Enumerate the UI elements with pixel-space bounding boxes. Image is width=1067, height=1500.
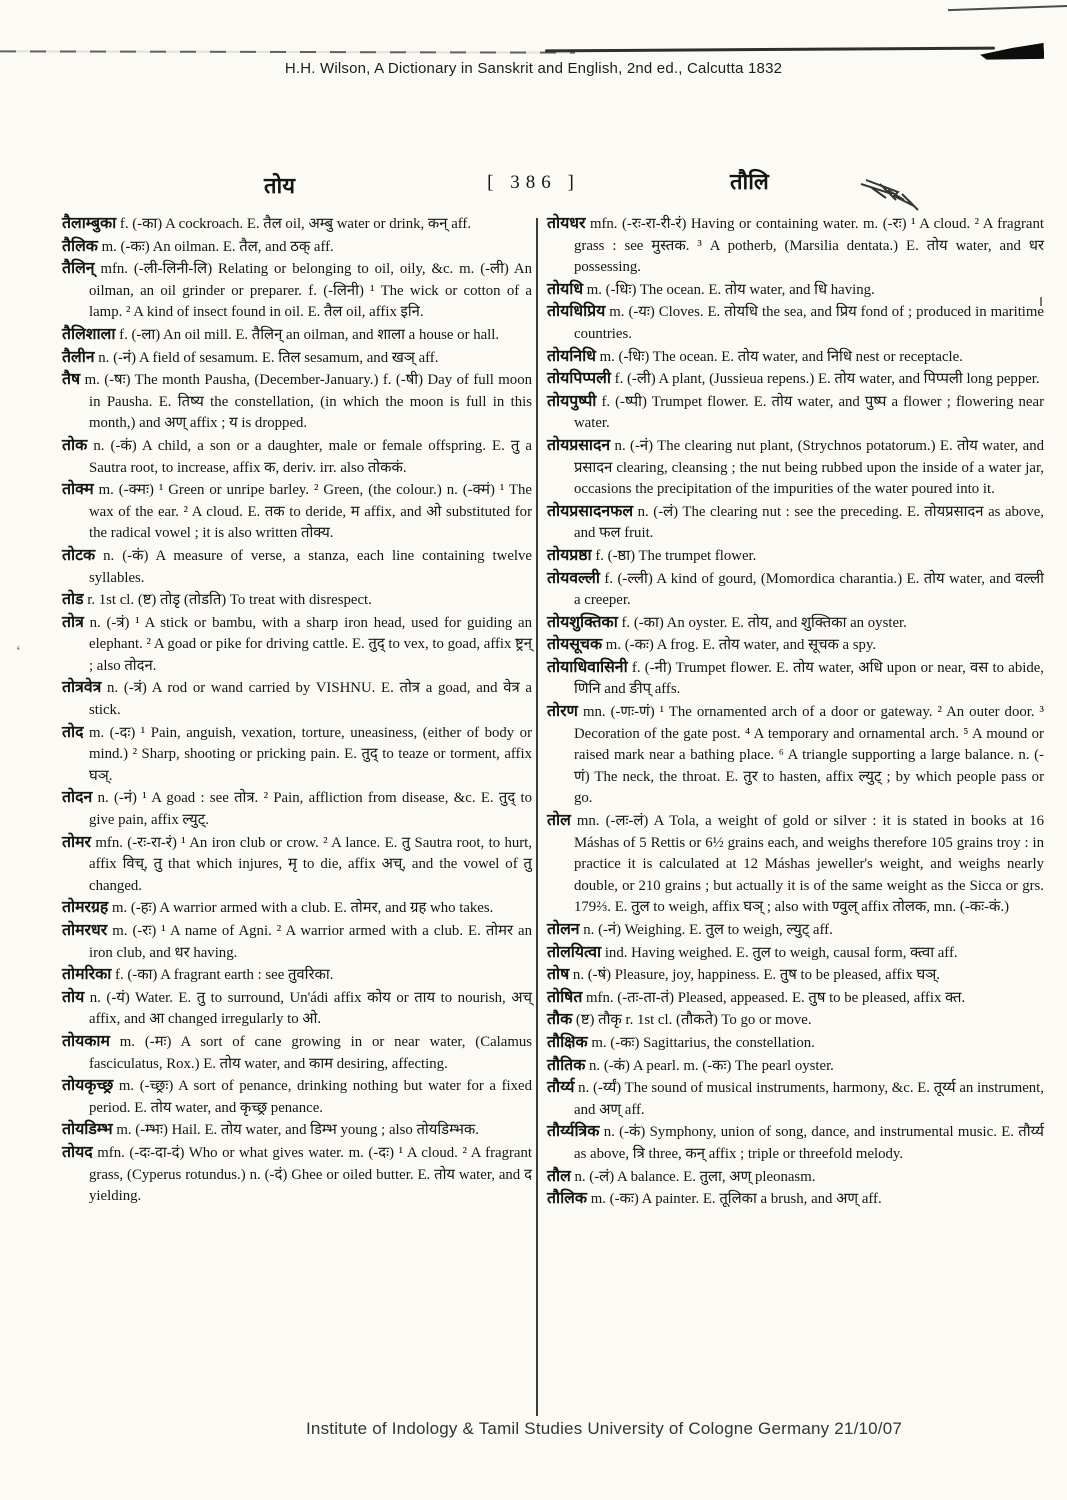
entry-body: m. (-रः) ¹ A name of Agni. ² A warrior armed with a club. E. तोमर an iron club, and धर having. [89,923,532,961]
dictionary-entry [62,589,532,612]
dictionary-entry [62,832,532,898]
entry-body: n. (-यं) Water. E. तु to surround, Un'ádi affix कोय or ताय to nourish, अच् affix, and आ changed irregularly to ओ. [84,989,532,1028]
dictionary-entry [547,301,1044,345]
page-number: [ 386 ] [487,172,580,193]
entry-body: n. (-लं) The clearing nut : see the preceding. E. तोयप्रसादन as above, and फल fruit. [574,503,1044,542]
entry-body: m. (-म्भः) Hail. E. तोय water, and डिम्भ young ; also तोयडिम्भक. [112,1122,479,1139]
entry-headword: तोलन [547,921,580,938]
entry-body: m. (-मः) A sort of cane growing in or near water, (Calamus fasciculatus, Rox.) E. तोय water, and काम desiring, affecting. [89,1033,532,1072]
dictionary-entry [547,1077,1044,1121]
entry-body: n. (-त्रं) A rod or wand carried by VISHNU. E. तोत्र a goad, and वेत्र a stick. [89,680,532,719]
entry-headword: तोयसूचक [547,636,603,654]
dictionary-entry [547,213,1044,279]
entry-headword: तोयडिम्भ [62,1121,113,1139]
dictionary-entry [62,1142,532,1208]
entry-headword: तोमर [62,833,92,851]
entry-headword: तोद [62,723,84,741]
dictionary-entry [62,987,532,1031]
dictionary-entry [62,677,532,721]
dictionary-entry [547,919,1044,942]
entry-body: f. (-ष्पी) Trumpet flower. E. तोय water, and पुष्प a flower ; flowering near water. [574,393,1044,432]
entry-body: n. (-षं) Pleasure, joy, happiness. E. तुष to be pleased, affix घञ्. [569,967,940,984]
entry-body: f. (-का) A cockroach. E. तैल oil, अम्बु water or drink, कन् aff. [116,216,472,232]
entry-body: m. (-कः) An oilman. E. तैल, and ठक् aff. [97,238,334,255]
scan-artifact-top-line [948,5,1067,11]
entry-headword: तैलिक [62,237,98,255]
dictionary-entry [62,964,532,987]
entry-body: mfn. (-तः-ता-तं) Pleased, appeased. E. तुष to be pleased, affix क्त. [582,989,966,1006]
source-caption: H.H. Wilson, A Dictionary in Sanskrit and English, 2nd ed., Calcutta 1832 [284,60,783,77]
entry-headword: तोयवल्ली [547,569,600,587]
scan-artifact-ink-blot [980,43,1045,61]
entry-headword: तैलिन् [62,260,95,278]
dictionary-entry [62,213,532,236]
entry-body: n. (-नं) The clearing nut plant, (Strychnos potatorum.) E. तोय water, and प्रसादन clearing, cleansing ; the nut being rubbed upon the inside of a water jar, occasions the precipitation of the impurities of the water poured into it. [574,437,1044,498]
entry-body: f. (-नी) Trumpet flower. E. तोय water, अधि upon or near, वस to abide, णिनि and ङीप् affs. [574,659,1044,698]
dictionary-entry [547,612,1044,635]
entry-headword: तौक [547,1011,573,1029]
entry-body: n. (-कं) Symphony, union of song, dance, and instrumental music. E. तौर्य्य as above, त्रि three, कन् affix ; triple or threefold melody. [574,1124,1044,1162]
dictionary-entry [547,987,1044,1010]
entry-body: m. (-धिः) The ocean. E. तोय water, and धि having. [583,281,875,298]
dictionary-entry [547,368,1044,391]
entry-headword: तोयधिप्रिय [547,303,606,321]
entry-body: n. (-कं) A measure of verse, a stanza, each line containing twelve syllables. [89,547,532,586]
entry-headword: तोयप्रसादनफल [547,502,634,520]
dictionary-entry [62,236,532,259]
pen-scribble-mark [858,176,924,216]
entry-body: f. (-का) A fragrant earth : see तुवरिका. [111,967,334,984]
dictionary-entry [547,346,1044,369]
library-watermark: Institute of Indology & Tamil Studies University of Cologne Germany 21/10/07 [306,1419,903,1438]
dictionary-entry [62,258,532,324]
entry-headword: तोयद [62,1143,93,1161]
entry-headword: तोक [62,436,88,454]
entry-body: m. (-दः) ¹ Pain, anguish, vexation, torture, uneasiness, (either of body or mind.) ² Sharp, shooting or pricking pain. E. तुद् to teaze or torment, affix घञ्. [83,724,532,784]
dictionary-entry [547,1188,1044,1211]
dictionary-entry [547,634,1044,657]
dictionary-entry [62,347,532,370]
entry-body: m. (-कः) Sagittarius, the constellation. [587,1034,815,1051]
entry-body: m. (-षः) The month Pausha, (December-January.) f. (-षी) Day of full moon in Pausha. E. तिष्य the constellation, (in which the moon is full in this month,) and अण् affix ; य is dropped. [80,372,532,432]
entry-body: n. (-नं) Weighing. E. तुल to weigh, ल्युट् aff. [579,922,833,938]
entry-headword: तोटक [62,546,96,564]
entry-body: r. 1st cl. (ष्ट) तोडृ (तोडति) To treat with disrespect. [83,592,372,609]
dictionary-entry [547,1009,1044,1032]
entry-headword: तोयकाम [62,1032,110,1050]
dictionary-entry [547,1032,1044,1055]
entry-body: mn. (-णः-णं) ¹ The ornamented arch of a door or gateway. ² An outer door. ³ Decoration of the gate post. ⁴ A temporary and ornamental arch. ⁵ A mound or raised mark near a bathing place. ⁶ A triangle supporting a large balance. n. (-णं) The neck, the throat. E. तुर to hasten, affix ल्युट् ; by which people pass or go. [574,704,1044,807]
scan-speck: ‘ [16,644,21,659]
dictionary-entry [547,568,1044,612]
entry-headword: तैलीन [62,348,95,366]
entry-body: n. (-नं) ¹ A goad : see तोत्र. ² Pain, affliction from disease, &c. E. तुद् to give pain, affix ल्युट्. [89,790,532,829]
dictionary-entry [62,545,532,589]
entry-headword: तोषित [547,988,583,1006]
dictionary-entry [547,1166,1044,1189]
entry-body: mfn. (-ली-लिनी-लि) Relating or belonging to oil, oily, &c. m. (-ली) An oilman, an oil grinder or preparer. f. (-लिनी) ¹ The wick or cotton of a lamp. ² A kind of insect found in oil. E. तैल oil, affix इनि. [89,261,532,321]
entry-body: n. (-त्रं) ¹ A stick or bambu, with a sharp iron head, used for guiding an elephant. ² A goad or pike for driving cattle. E. तुद् to vex, to goad, affix ष्ट्रन् ; also तोदन. [83,614,532,674]
scan-artifact-rule-left [0,50,575,53]
entry-headword: तैष [62,371,81,389]
entry-body: ind. Having weighed. E. तुल to weigh, causal form, क्त्वा aff. [601,944,958,961]
entry-headword: तोयप्रसादन [547,436,611,454]
entry-body: n. (-लं) A balance. E. तुला, अण् pleonasm. [570,1168,816,1185]
entry-body: m. (-हः) A warrior armed with a club. E. तोमर, and ग्रह who takes. [108,900,494,917]
entry-headword: तैलाम्बुका [62,215,117,232]
entry-headword: तोयकृच्छ्र [62,1077,114,1095]
entry-headword: तोमरिका [62,966,112,984]
dictionary-entry [547,942,1044,965]
dictionary-entry [547,810,1044,919]
entry-headword: तोयप्रष्ठा [547,546,592,564]
entry-headword: तोयधि [547,280,584,298]
entry-body: m. (-यः) Cloves. E. तोयधि the sea, and प्रिय fond of ; produced in maritime countries. [574,304,1044,342]
dictionary-entry [62,612,532,678]
dictionary-entry [62,920,532,964]
entry-body: mfn. (-दः-दा-दं) Who or what gives water. m. (-दः) ¹ A cloud. ² A fragrant grass, (Cyperus rotundus.) n. (-दं) Ghee or oiled butter. E. तोय water, and द yielding. [89,1144,532,1205]
entry-headword: तैलिशाला [62,325,116,343]
entry-body: n. (-नं) A field of sesamum. E. तिल sesamum, and खञ् aff. [94,349,439,366]
entry-headword: तोदन [62,789,93,807]
dictionary-entry [547,279,1044,302]
entry-body: (ष्ट) तौकृ r. 1st cl. (तौकते) To go or move. [572,1012,812,1029]
scan-artifact-rule-right [545,47,995,53]
entry-headword: तोयनिधि [547,347,596,365]
dictionary-entry [547,964,1044,987]
dictionary-entry [62,324,532,347]
dictionary-entry [62,787,532,831]
entry-body: m. (-क्मः) ¹ Green or unripe barley. ² Green, (the colour.) n. (-क्मं) ¹ The wax of the ear. ² A cloud. E. तक to deride, म affix, and ओ substituted for the radical vowel ; it is also written तोक्य. [89,482,532,542]
dictionary-entry [62,1075,532,1119]
entry-body: mfn. (-रः-रा-रं) ¹ An iron club or crow. ² A lance. E. तु Sautra root, to hurt, affix विच्, तु that which injures, मृ to die, affix अच्, and the vowel of तु changed. [89,834,532,894]
entry-headword: तोयाधिवासिनी [547,658,628,676]
dictionary-entry [62,1119,532,1142]
entry-body: n. (-कं) A child, a son or a daughter, male or female offspring. E. तु a Sautra root, to increase, affix क, deriv. irr. also तोककं. [87,437,532,476]
dictionary-entry [62,435,532,479]
entry-body: m. (-धिः) The ocean. E. तोय water, and निधि nest or receptacle. [595,348,963,365]
entry-body: n. (-र्य्यं) The sound of musical instruments, harmony, &c. E. तूर्य्य an instrument, and अण् aff. [574,1080,1044,1118]
entry-body: n. (-कं) A pearl. m. (-कः) The pearl oyster. [585,1057,834,1074]
column-divider-rule [536,218,538,1416]
entry-headword: तोयपिप्पली [547,370,611,388]
entry-headword: तौलिक [547,1190,588,1208]
dictionary-entry [62,369,532,435]
entry-headword: तोष [547,966,570,984]
entry-headword: तोमरग्रह [62,899,109,917]
entry-headword: तोयपुष्पी [547,392,597,410]
entry-headword: तोयधर [547,215,586,232]
entry-headword: तौतिक [547,1056,586,1074]
dictionary-column-left [62,213,532,1208]
entry-body: m. (-कः) A frog. E. तोय water, and सूचक a spy. [602,637,877,654]
dictionary-entry [62,1031,532,1075]
dictionary-entry [547,657,1044,701]
entry-headword: तोक्म [62,481,94,499]
entry-body: f. (-ला) An oil mill. E. तैलिन् an oilman, and शाला a house or hall. [115,326,500,343]
dictionary-column-right [547,213,1044,1211]
dictionary-entry [547,545,1044,568]
dictionary-entry [62,722,532,788]
entry-body: f. (-ली) A plant, (Jussieua repens.) E. तोय water, and पिप्पली long pepper. [610,371,1040,388]
entry-body: mn. (-लः-लं) A Tola, a weight of gold or silver : it is stated in books at 16 Máshas of 5 Rettis or 6½ grains each, and weighs therefore 105 grains troy : in practice it is calculated at 12 Máshas jeweller's weight, and weighs nearly double, or 210 grains ; but actually it is of the same weight as the Sicca or grs. 179⅔. E. तुल to weigh, affix घञ् ; also with ण्वुल् affix तोलक, mn. (-कः-कं.) [570,813,1044,916]
dictionary-entry [547,435,1044,501]
dictionary-entry [547,701,1044,810]
dictionary-entry [62,479,532,545]
entry-headword: तोत्रवेत्र [62,679,102,697]
running-head-right-word: तौलि [730,169,769,194]
entry-headword: तौर्य्यत्रिक [547,1123,600,1141]
entry-body: m. (-कः) A painter. E. तूलिका a brush, and अण् aff. [587,1191,882,1208]
entry-headword: तोलयित्वा [547,943,602,961]
entry-headword: तोयशुक्तिका [547,613,618,631]
entry-body: f. (-ष्ठा) The trumpet flower. [591,547,757,564]
entry-headword: तोमरधर [62,922,108,939]
entry-body: f. (-ल्ली) A kind of gourd, (Momordica charantia.) E. तोय water, and वल्ली a creeper. [574,570,1044,609]
dictionary-entry [547,1055,1044,1078]
entry-headword: तौक्षिक [547,1033,588,1051]
dictionary-entry [547,1121,1044,1165]
dictionary-entry [547,501,1044,545]
entry-headword: तौर्य्य [547,1079,575,1097]
running-head-left-word: तोय [264,173,295,198]
entry-headword: तोय [62,988,85,1006]
dictionary-entry [62,897,532,920]
entry-headword: तोल [547,812,571,830]
entry-headword: तोड [62,591,84,609]
entry-headword: तोत्र [62,613,84,631]
entry-body: f. (-का) An oyster. E. तोय, and शुक्तिका an oyster. [617,614,907,631]
entry-headword: तोरण [547,703,578,721]
entry-headword: तौल [547,1167,571,1185]
entry-body: m. (-च्छ्रः) A sort of penance, drinking nothing but water for a fixed period. E. तोय water, and कृच्छ्र penance. [89,1078,532,1116]
dictionary-entry [547,391,1044,435]
entry-body: mfn. (-रः-रा-री-रं) Having or containing water. m. (-रः) ¹ A cloud. ² A fragrant grass : see मुस्तक. ³ A potherb, (Marsilia dentata.) E. तोय water, and धर possessing. [574,216,1044,276]
